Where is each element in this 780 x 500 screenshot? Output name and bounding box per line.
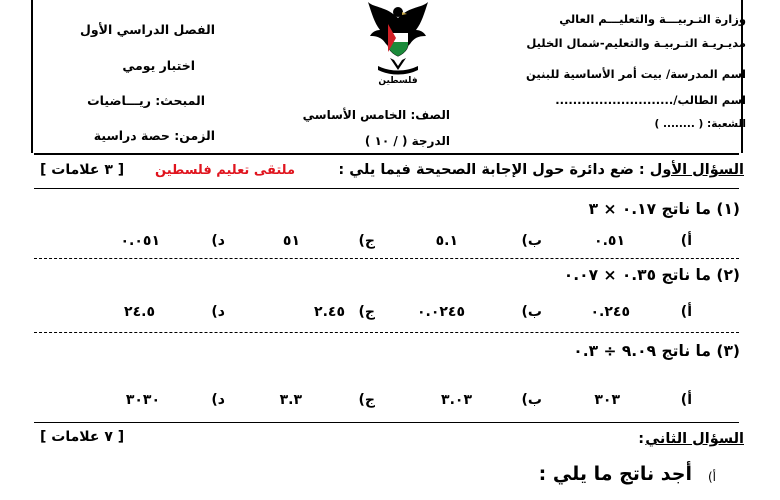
- score-field: الدرجة ( / ١٠ ): [364, 134, 450, 148]
- q2-sub-a-text: أجد ناتج ما يلي :: [538, 463, 692, 485]
- q1-2-option-b-letter[interactable]: ب): [521, 304, 542, 320]
- header-separator: [34, 153, 739, 155]
- grade-class-label: الصف: الخامس الأساسي: [302, 108, 450, 122]
- q1-2-option-b-value[interactable]: ٠.٠٢٤٥: [416, 304, 465, 320]
- q1-heading: [338, 162, 744, 178]
- q1-2-option-a-letter[interactable]: أ): [680, 304, 692, 320]
- q1-separator: [34, 188, 739, 189]
- q1-question-2: (٢) ما ناتج ٠.٣٥ × ٠.٠٧: [563, 266, 740, 284]
- q1-3-option-c-value[interactable]: ٣.٣: [279, 392, 302, 408]
- emblem-caption: فلسطين: [378, 76, 418, 86]
- q2-label: السؤال الثاني: [645, 431, 744, 447]
- time-label: الزمن: حصة دراسية: [93, 128, 215, 143]
- q1-3-option-b-value[interactable]: ٣.٠٣: [441, 392, 472, 408]
- student-name-field[interactable]: اسم الطالب/...........................: [555, 93, 746, 107]
- q1-3-option-a-value[interactable]: ٣٠٣: [594, 392, 620, 408]
- school-name: اسم المدرسة/ بيت أمر الأساسية للبنين: [526, 67, 746, 81]
- q1-watermark: ملتقى تعليم فلسطين: [155, 163, 295, 178]
- q1-marks: [ ٣ علامات ]: [40, 162, 125, 178]
- q1-3-option-d-value[interactable]: ٣٠٣٠: [125, 392, 160, 408]
- q1-2-option-a-value[interactable]: ٠.٢٤٥: [590, 304, 630, 320]
- section-field[interactable]: الشعبة: ( ........ ): [654, 118, 746, 130]
- eagle-emblem-icon: [366, 0, 430, 80]
- exam-type-label: اختبار يومي: [122, 58, 195, 73]
- q1-1-option-c-letter[interactable]: ج): [358, 233, 375, 249]
- q1-1-option-a-letter[interactable]: أ): [680, 233, 692, 249]
- q1-question-3: (٣) ما ناتج ٩.٠٩ ÷ ٠.٣: [573, 342, 740, 360]
- q1-1-option-c-value[interactable]: ٥١: [282, 233, 300, 249]
- q1-1-option-d-value[interactable]: ٠.٠٥١: [120, 233, 160, 249]
- q1-2-option-d-value[interactable]: ٢٤.٥: [124, 304, 155, 320]
- q1-1-option-a-value[interactable]: ٠.٥١: [594, 233, 625, 249]
- q1-1-option-d-letter[interactable]: د): [211, 233, 225, 249]
- palestine-emblem: [366, 0, 430, 92]
- q1-2-option-c-value[interactable]: ٢.٤٥: [314, 304, 345, 320]
- q1-item-divider-1: [34, 258, 739, 259]
- q1-3-option-c-letter[interactable]: ج): [358, 392, 375, 408]
- q1-instruction: : ضع دائرة حول الإجابة الصحيحة فيما يلي :: [338, 162, 645, 178]
- directorate-name: مديـريـة التـربيـة والتعليم-شمال الخليل: [526, 36, 746, 50]
- q1-3-option-a-letter[interactable]: أ): [680, 392, 692, 408]
- semester-label: الفصل الدراسي الأول: [80, 22, 215, 37]
- q1-2-option-c-letter[interactable]: ج): [358, 304, 375, 320]
- q1-label: السؤال الأول: [649, 162, 744, 178]
- ministry-name: وزارة التـربيـــة والتعليـــم العالي: [559, 12, 746, 26]
- left-border-line: [31, 0, 33, 153]
- subject-label: المبحث: ريـــاضيات: [87, 93, 205, 108]
- q1-1-option-b-value[interactable]: ٥.١: [435, 233, 458, 249]
- q1-3-option-b-letter[interactable]: ب): [521, 392, 542, 408]
- q1-bottom-separator: [34, 422, 739, 423]
- q2-sub-a-letter: أ): [707, 470, 716, 484]
- q1-3-option-d-letter[interactable]: د): [211, 392, 225, 408]
- q1-2-option-d-letter[interactable]: د): [211, 304, 225, 320]
- q1-1-option-b-letter[interactable]: ب): [521, 233, 542, 249]
- q1-item-divider-2: [34, 332, 739, 333]
- q1-question-1: (١) ما ناتج ٠.١٧ × ٣: [588, 200, 740, 218]
- q2-marks: [ ٧ علامات ]: [40, 429, 125, 445]
- q2-colon: :: [638, 431, 644, 447]
